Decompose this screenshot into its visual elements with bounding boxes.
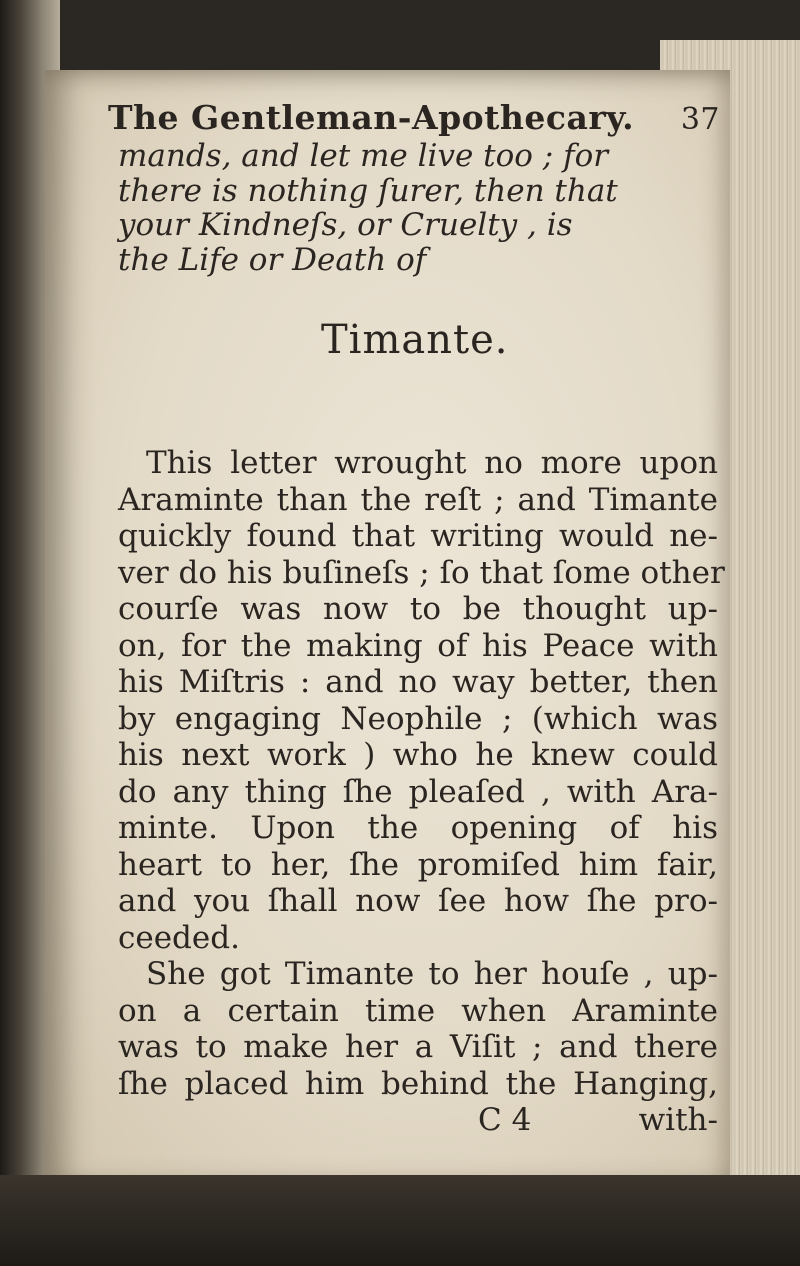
text-line: courſe was now to be thought up- [118, 591, 718, 627]
text-line: Araminte than the reſt ; and Timante [118, 481, 718, 518]
page-footer [118, 1102, 718, 1139]
letter-closing [118, 139, 718, 277]
running-header [108, 98, 720, 137]
text-line: quickly found that writing would ne- [118, 518, 718, 554]
letter-line: there is nothing ſurer, then that [118, 172, 618, 209]
text-line: his next work ) who he knew could [118, 737, 718, 773]
book-bottom-edge [0, 1175, 800, 1266]
letter-line: mands, and let me live too ; for [118, 138, 609, 174]
text-line: heart to her, ſhe promiſed him fair, [118, 846, 718, 883]
text-line: minte. Upon the opening of his [118, 810, 718, 846]
text-line: and you ſhall now ſee how ſhe pro- [118, 883, 718, 919]
text-line: do any thing ſhe pleaſed , with Ara- [118, 773, 718, 810]
text-line: on a certain time when Araminte [118, 992, 718, 1029]
text-line: ſhe placed him behind the Hanging, [118, 1065, 718, 1102]
signature-mark: C 4 [478, 1102, 532, 1138]
page-text [108, 98, 725, 1139]
narrative-paragraph [118, 445, 725, 1139]
letter-line: your Kindneſs, or Cruelty , is [118, 207, 573, 243]
page-number: 37 [680, 102, 720, 137]
text-line: ver do his buſineſs ; ſo that ſome other [118, 554, 725, 591]
text-line: his Miſtris : and no way better, then [118, 664, 718, 700]
letter-signature: Timante. [321, 317, 509, 363]
text-line: by engaging Neophile ; (which was [118, 700, 718, 737]
letter-line: the Life or Death of [118, 241, 427, 278]
catchword: with- [638, 1102, 718, 1138]
text-line: was to make her a Viſit ; and there [118, 1029, 718, 1065]
running-title: The Gentleman-Apothecary. [108, 98, 635, 137]
text-line: She got Timante to her houſe , up- [146, 956, 718, 992]
text-line: on, for the making of his Peace with [118, 627, 718, 664]
text-line: ceeded. [118, 919, 240, 956]
text-line: This letter wrought no more upon [146, 445, 718, 481]
